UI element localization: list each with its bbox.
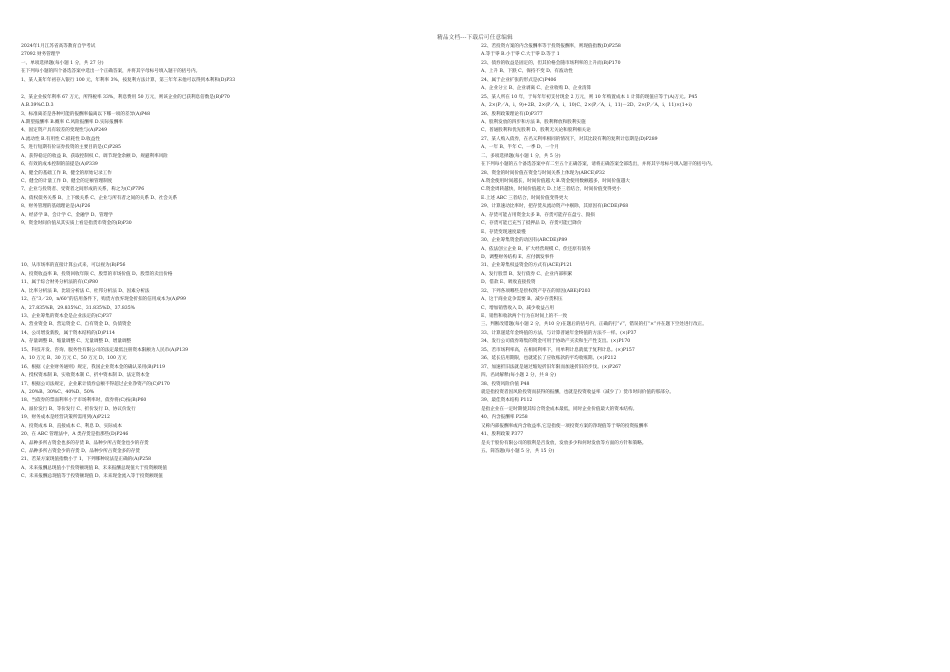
text-line: 20、在 ABC 管理法中，A 类存货是指那些(D)P246 [21,432,129,438]
text-line: A.期望报酬率 B.概率 C.风险报酬率 D.实际报酬率 [21,119,123,125]
text-line: 三、判断改错题(每小题 2 分，共10 分)在题后的括号内，正确的打“√”，错误的打“×”并在题下空处进行改正。 [481,322,707,328]
text-line: A、债权债务关系 B、上下级关系 C、企业与所有者之间的关系 D、社会关系 [21,195,178,201]
text-line: 39、最佳资本结构 P112 [481,398,533,404]
text-line: 就是指投资者因风险投资而获得的报酬，也就是投资收益率（减少了）货币时间价值的那部分。 [481,389,674,395]
text-line: C、存货可能已充当了抵押品 D、存货可能已降价 [481,221,582,227]
text-line: E.上述 ABC 三者结合，时间价值变得更大 [481,195,568,201]
text-line: D、调整财务结构 E、应付偶发事件 [481,254,554,260]
text-line: 30、企业筹集资金的动因有(ABCDE)P89 [481,238,568,244]
text-line: 5、进行短期有价证券投资的主要目的是(C)P285 [21,145,121,151]
text-line: A.资金使用时间越长，时间价值越大 B.资金使用数额越多，时间价值越大 [481,179,630,184]
text-line: 15、科技开发、咨询、服务性有限公司的法定最低注册资本限额为人民币(A)P139 [21,347,189,353]
text-line: A、健全的基础工作 B、健全的原始记录工作 [21,170,112,176]
text-line: 9、资金时间价值从其实质上看是指货币资金的(B)P30 [21,221,132,227]
page-header: 精品文档---下载后可任意编辑 [437,35,513,41]
text-line: 14、公司增发新股，属于资本结构的(D)P114 [21,330,115,336]
text-line: 4、固定资产具有较差的变现性与(A)P249 [21,128,107,134]
text-line: A.等于零 B.小于零 C.大于零 D.等于 1 [481,52,560,58]
text-line: 29、计算速动比率时，把存货从流动资产中剔除，其原因有(BCDE)P68 [481,204,629,210]
left-column [21,43,461,482]
text-line: 是关于股份有限公司的股利是否发放，发放多少和何时发放等方面的方针和策略。 [481,440,647,446]
text-line: 35、若市场利率高，在相同利率下，用单利计息就低于复利计息。(×)P157 [481,347,635,353]
text-line: 23、债券的收益是固定的，但其价格会随市场利率的上升而(B)P170 [481,60,621,66]
text-line: A、品种多所占资金也多的存货 B、品种少所占资金也少的存货 [21,440,149,446]
text-line: 10、从市场率的直接计算公式来，可以视为(B)P56 [21,263,126,269]
text-line: 37、加速折旧法就是通过缩短折旧年限而加速折旧的步伐。(×)P267 [481,364,621,370]
text-line: A、上升 B、下跌 C、保持不变 D、有波动性 [481,69,573,75]
text-line: 2、某企业按年利率 67 万元，所得税率 33%，利息费用 50 万元，则该企业的已获利息倍数是(B)P70 [21,94,230,100]
text-line: C.资金周转越快，时间价值越大 D.上述三者结合，时间价值变得更小 [481,187,621,193]
text-line: 二、多项选择题(每小题 1 分，共 5 分) [481,153,561,159]
text-line: 24、属于企业扩张的形式是(C)P406 [481,77,557,83]
text-line: A.B.39%C.D.3 [21,103,54,109]
text-line: 34、发行公司债券筹集的资金可用于协助产买卖和生产性支出。(×)P170 [481,339,631,345]
text-line: E、存货变现速度最慢 [481,229,526,235]
text-line: A、2×(P／A，i，9)+2B、2×(P／A，i，10)C、2×(P／A，i，11)－2D、2×(P／A，i，11)×(1+i) [481,103,692,109]
text-line: A、未来报酬总现值小于投资额现值 B、未来报酬总现值大于投资额现值 [21,465,167,471]
text-line: 33、计算递延年金终值的方法，与计算普通年金终值的方法不一样。(×)P37 [481,330,637,336]
text-line: D、借款 E、吸收直接投资 [481,280,536,286]
text-line: A、溢价发行 B、等价发行 C、折价发行 D、协议价发行 [21,406,136,412]
text-line: 1、某人某年年初存入银行 100 元，年利率 3%，按复利方法计算，第三年年末他可以得到本利和(D)P33 [21,77,236,83]
text-line: 17、根据公司法规定，企业累计债券总额不得超过企业净资产的(C)P170 [21,381,170,387]
text-line: 在下列每小题的四个备选答案中选出一个正确答案，并将其字母标号填入题干的括号内。 [21,69,201,75]
text-line: A、20%B、30%C、40%D、50% [21,389,95,395]
text-line: 38、投资风险价值 P48 [481,381,530,387]
text-line: A、授权资本制 B、实收资本制 C、折中资本制 D、法定资本金 [21,373,150,379]
text-line: 6、有效的成本控制的前提是(A)P339 [21,162,98,168]
spacer [21,85,461,93]
text-line: 21、若某方案现值指数小于 1，下列哪种说法是正确的(A)P258 [21,457,152,463]
text-line: A、发行股票 B、发行债券 C、企业内部积累 [481,271,573,277]
text-line: A、营业资金 B、营运资金 C、自有资金 D、负债资金 [21,322,132,328]
text-line: 27、某人购入债券，在名义利率相同的情况下，对其比较有利的复利计息期是(D)P289 [481,136,658,142]
text-line: 是指企业在一定时期使其综合资金成本最低，同时企业价值最大的资本结构。 [481,406,638,412]
text-line: 13、企业筹集的资本金是企业法定的(C)P37 [21,314,112,320]
text-line: A、存货可能占用资金太多 B、存货可能存在盘亏、毁损 [481,212,595,218]
text-line: 36、延长信用期限，也就延长了应收账款的平均收账期。(×)P212 [481,356,617,362]
text-line: 41、股利政策 P377 [481,432,524,438]
text-line: A、存量调整 B、缩量调整 C、无量调整 D、增量调整 [21,339,132,345]
text-line: A、股利发放的四步和方法 B、股利释放和股利实施 [481,119,586,125]
text-line: 11、属于综合财务分析法的有(C)P80 [21,280,99,286]
text-line: A、经济学 B、会计学 C、金融学 D、管理学 [21,212,113,218]
right-column [481,43,931,456]
text-line: C、健全的计量工作 D、健全的定额管理制度 [21,179,113,184]
text-line: C、增加销售收入 D、减少收益占用 [481,305,554,311]
text-line: C、品种多所占资金少的存货 D、品种少所占资金多的存货 [21,449,140,455]
text-line: 25、某人所在 10 年，于每年年初支付现金 2 万元，则 10 年购置成本 1 计算的现值应等于(A)万元。P45 [481,94,698,100]
text-line: A.流动性 B.有用性 C.损耗性 D.收益性 [21,136,100,142]
text-line: 26、股利政策理论有(D)P377 [481,111,543,117]
text-line: A、依法创立企业 B、扩大经营规模 C、偿还原有债务 [481,246,591,252]
text-line: 2024年1月江苏省高等教育自学考试 [21,44,96,49]
text-line: E、销售和收款两个行为在时间上的不一致 [481,314,568,319]
text-line: A、这于商业竞争需要 B、减少存货积压 [481,297,563,303]
text-line: A、获得稳定的收益 B、获取控制权 C、调节现金余额 D、规避利率风险 [21,153,168,159]
text-line: 五、简答题(每小题 5 分，共 15 分) [481,449,555,454]
text-line: 40、内含报酬率 P258 [481,415,528,421]
text-line: 19、财务成本是经营决策所需用到(A)P212 [21,415,110,421]
text-line: 12、在“3／20，n/60”的信用条件下，购货方放弃现金折扣的信用成本为(A)P99 [21,297,186,303]
text-line: C、普通股利和优先股利 D、股利无关论和股利相关论 [481,128,591,134]
text-line: 31、企业筹集权益资金的方式有(ACE)P121 [481,263,573,269]
text-line: 18、当债券的票面利率小于市场利率时，债券将(C)按(B)P60 [21,398,147,404]
text-line: 在下列每小题的五个备选答案中有二至五个正确答案，请将正确答案全部选出，并将其字母标号填入题干的括号内。 [481,162,716,168]
text-line: A、企业分立 B、企业剥离 C、企业收购 D、企业清算 [481,86,592,92]
spacer [21,229,461,263]
text-line: 3、标准离差是各种可能的报酬率偏离以下哪一项的差异(A)P48 [21,111,151,117]
text-line: 22、若投资方案的内含报酬率等于投资报酬率，则现值指数(D)P258 [481,44,621,49]
text-line: A、27.835%B、29.835%C、31.835%D、37.835% [21,305,136,311]
text-line: A、投资成本 B、直接成本 C、利息 D、实际成本 [21,423,122,429]
text-line: 7、企业与投资者、受资者之间形成的关系，称之为(C)P7P6 [21,187,145,193]
text-line: A、比率分析法 B、比较分析法 C、杜邦分析法 D、因素分析法 [21,288,150,294]
text-line: 27092 财务管理学 [21,52,61,58]
text-line: 16、根据《企业财务通则》规定，我国企业资本金的确认采用(B)P119 [21,364,166,370]
text-line: C、未来报酬总现值等于投资额现值 D、未来现金流入等于投资额现值 [21,474,163,480]
text-line: 32、下列各项哪些是偿权资产存在的原因(ABE)P203 [481,288,591,294]
text-line: A、投资收益率 B、投资回收年限 C、股票的市场价值 D、股票的卖出价格 [21,271,173,277]
text-line: 又称内部报酬率或内含收益率,它是指使一项投资方案的净现值等于零的投资报酬率 [481,423,648,429]
text-line: 一、单项选择题(每小题 1 分，共 27 分) [21,60,104,66]
text-line: 四、名词解释(每小题 2 分，共 8 分) [481,373,556,379]
text-line: 28、资金的时间价值在资金与时间关系上体现为(ABCE)P32 [481,170,605,176]
text-line: A、一年 B、半年 C、一季 D、一个月 [481,145,559,151]
text-line: A、10 万元 B、30 万元 C、50 万元 D、100 万元 [21,356,127,362]
text-line: 8、财务管理的基础理论是(A)P26 [21,204,91,210]
